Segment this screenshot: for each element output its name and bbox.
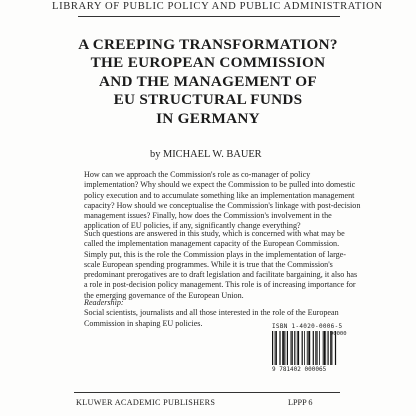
- title-line: IN GERMANY: [156, 109, 260, 127]
- readership-label: Readership:: [84, 298, 124, 307]
- isbn-number: ISBN 1-4020-0006-5: [272, 323, 343, 330]
- series-title: LIBRARY OF PUBLIC POLICY AND PUBLIC ADMINISTRATION: [52, 1, 383, 12]
- text-line: application of EU policies, if any, significantly change everything?: [84, 221, 301, 231]
- title-line: A CREEPING TRANSFORMATION?: [78, 36, 338, 53]
- barcode-addon-digits: 90000: [330, 331, 347, 337]
- publisher-name: KLUWER ACADEMIC PUBLISHERS: [76, 398, 216, 407]
- text-line: management issues? Finally, how does the Commission's involvement in the: [84, 211, 332, 221]
- barcode-digits: 9 781402 000065: [272, 366, 327, 373]
- text-line: scale European spending programmes. While it is true that the Commission's: [84, 259, 333, 269]
- series-divider: [78, 16, 340, 17]
- text-line: predominant prerogatives are to draft legislation and facilitate bargaining, it also has: [84, 270, 358, 280]
- text-line: How can we approach the Commission's role as co-manager of policy: [84, 170, 311, 179]
- text-line: capacity? How should we conceptualise the Commission's linkage with post-decision: [84, 200, 361, 210]
- series-volume: LPPP 6: [288, 398, 313, 407]
- footer-divider: [74, 392, 340, 393]
- text-line: the emerging governance of the European Union.: [84, 290, 244, 300]
- text-line: Such questions are answered in this study, which is concerned with what may be: [84, 229, 345, 238]
- author-byline: by MICHAEL W. BAUER: [150, 149, 262, 160]
- text-line: policy execution and to accumulate something like an implementation management: [84, 190, 355, 200]
- text-line: Social scientists, journalists and all those interested in the role of the European: [84, 308, 339, 318]
- text-line: Commission in shaping EU policies.: [84, 318, 203, 328]
- text-line: called the implementation management capacity of the European Commission.: [84, 239, 340, 249]
- book-title: [40, 36, 376, 128]
- title-line: AND THE MANAGEMENT OF: [99, 72, 317, 90]
- blurb-paragraph-1: [84, 170, 361, 232]
- text-line: a role in post-decision policy management. This role is of increasing importance for: [84, 280, 356, 290]
- title-line: EU STRUCTURAL FUNDS: [113, 91, 303, 109]
- title-line: THE EUROPEAN COMMISSION: [90, 54, 326, 72]
- isbn-barcode: [272, 323, 346, 373]
- text-line: Simply put, this is the role the Commission plays in the implementation of large-: [84, 249, 346, 259]
- text-line: implementation? Why should we expect the Commission to be pulled into domestic: [84, 180, 356, 190]
- blurb-paragraph-2: [84, 229, 358, 301]
